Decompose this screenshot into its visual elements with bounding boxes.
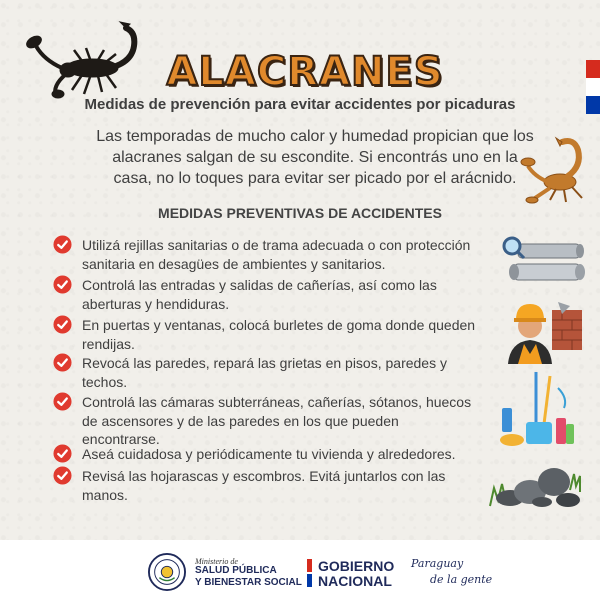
list-item (56, 445, 496, 464)
list-item (56, 467, 486, 504)
list-item (56, 354, 476, 391)
page-title: ALACRANES (166, 49, 444, 95)
pipes-magnifier-illustration (500, 234, 586, 286)
list-item-text: Controlá las cámaras subterráneas, cañerías, sótanos, huecos de ascensores y de las paredes en los que pueden encontrarse. (82, 394, 472, 447)
gobierno-line-1: GOBIERNO (318, 558, 395, 574)
gobierno-line-2: NACIONAL (318, 573, 392, 589)
list-item (56, 316, 476, 353)
list-item (56, 276, 486, 313)
check-circle-icon (53, 315, 72, 334)
check-circle-icon (53, 392, 72, 411)
brand-line-1: Paraguay (411, 557, 464, 570)
list-item-text: Utilizá rejillas sanitarias o de trama adecuada o con protección sanitaria en desagües de ambientes y sanitarios. (82, 237, 471, 272)
rocks-plants-illustration (484, 460, 584, 508)
list-item-text: Controlá las entradas y salidas de cañerías, así como las aberturas y hendiduras. (82, 277, 437, 312)
footer-logos (0, 540, 600, 600)
list-item-text: Revocá las paredes, repará las grietas en pisos, paredes y techos. (82, 355, 447, 390)
construction-worker-illustration (500, 296, 582, 364)
national-seal-logo (148, 553, 186, 591)
subtitle: Medidas de prevención para evitar accidentes por picaduras (84, 96, 516, 113)
ministry-line-1: SALUD PÚBLICA (195, 565, 277, 576)
ministry-prefix: Ministerio de (195, 557, 238, 566)
intro-paragraph: Las temporadas de mucho calor y humedad propician que los alacranes salgan de su escondite. Si encontrás uno en la casa, no lo toques para evitar ser picado por el arácnido. (96, 128, 534, 187)
list-item (56, 236, 496, 273)
cleaning-supplies-illustration (498, 368, 578, 448)
list-item-text: Aseá cuidadosa y periódicamente tu vivienda y alrededores. (82, 446, 456, 462)
list-item-text: En puertas y ventanas, colocá burletes de goma donde queden rendijas. (82, 317, 476, 352)
check-circle-icon (53, 444, 72, 463)
ministry-line-2: Y BIENESTAR SOCIAL (195, 577, 302, 588)
orange-scorpion-illustration (520, 132, 598, 204)
section-title: MEDIDAS PREVENTIVAS DE ACCIDENTES (158, 205, 442, 221)
check-circle-icon (53, 466, 72, 485)
brand-line-2: de la gente (430, 573, 493, 586)
list-item-text: Revisá las hojarascas y escombros. Evitá juntarlos con las manos. (82, 468, 446, 503)
gobierno-flag-bars-icon (307, 559, 312, 587)
check-circle-icon (53, 353, 72, 372)
check-circle-icon (53, 275, 72, 294)
list-item (56, 393, 476, 449)
check-circle-icon (53, 235, 72, 254)
black-scorpion-illustration (22, 20, 162, 100)
